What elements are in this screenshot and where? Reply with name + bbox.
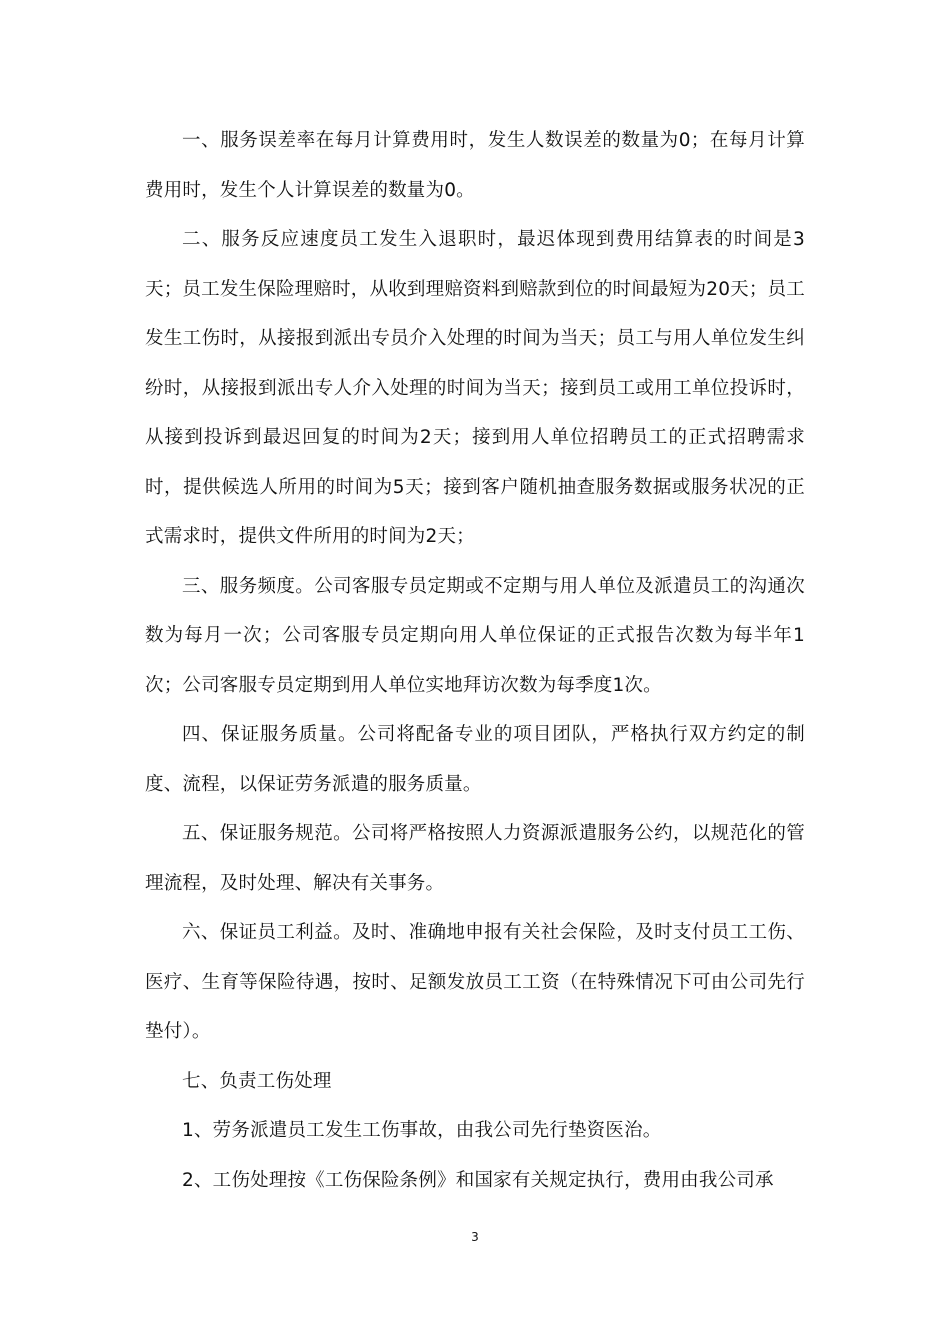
page-number: 3 (471, 1230, 479, 1244)
paragraph-service-frequency: 三、服务频度。公司客服专员定期或不定期与用人单位及派遣员工的沟通次数为每月一次；公司客服专员定期向用人单位保证的正式报告次数为每半年1次；公司客服专员定期到用人单位实地拜访次数为每季度1次。 (145, 575, 805, 696)
paragraph-service-standard: 五、保证服务规范。公司将严格按照人力资源派遣服务公约，以规范化的管理流程，及时处理、解决有关事务。 (145, 823, 805, 894)
paragraph-response-speed: 二、服务反应速度员工发生入退职时，最迟体现到费用结算表的时间是3天；员工发生保险理赔时，从收到理赔资料到赔款到位的时间最短为20天；员工发生工伤时，从接报到派出专员介入处理的时间为当天；员工与用人单位发生纠纷时，从接报到派出专人介入处理的时间为当天；接到员工或用工单位投诉时，从接到投诉到最迟回复的时间为2天；接到用人单位招聘员工的正式招聘需求时，提供候选人所用的时间为5天；接到客户随机抽查服务数据或服务状况的正式需求时，提供文件所用的时间为2天； (145, 229, 805, 547)
document-body (145, 116, 805, 1205)
paragraph-service-error-rate: 一、服务误差率在每月计算费用时，发生人数误差的数量为0；在每月计算费用时，发生个人计算误差的数量为0。 (145, 130, 805, 201)
paragraph-injury-item-2: 2、工伤处理按《工伤保险条例》和国家有关规定执行，费用由我公司承 (182, 1169, 774, 1191)
paragraph-service-quality: 四、保证服务质量。公司将配备专业的项目团队，严格执行双方约定的制度、流程，以保证劳务派遣的服务质量。 (145, 724, 805, 795)
paragraph-employee-benefits: 六、保证员工利益。及时、准确地申报有关社会保险，及时支付员工工伤、医疗、生育等保险待遇，按时、足额发放员工工资（在特殊情况下可由公司先行垫付）。 (145, 922, 805, 1042)
paragraph-injury-item-1: 1、劳务派遣员工发生工伤事故，由我公司先行垫资医治。 (182, 1120, 662, 1141)
paragraph-injury-heading: 七、负责工伤处理 (182, 1070, 332, 1092)
